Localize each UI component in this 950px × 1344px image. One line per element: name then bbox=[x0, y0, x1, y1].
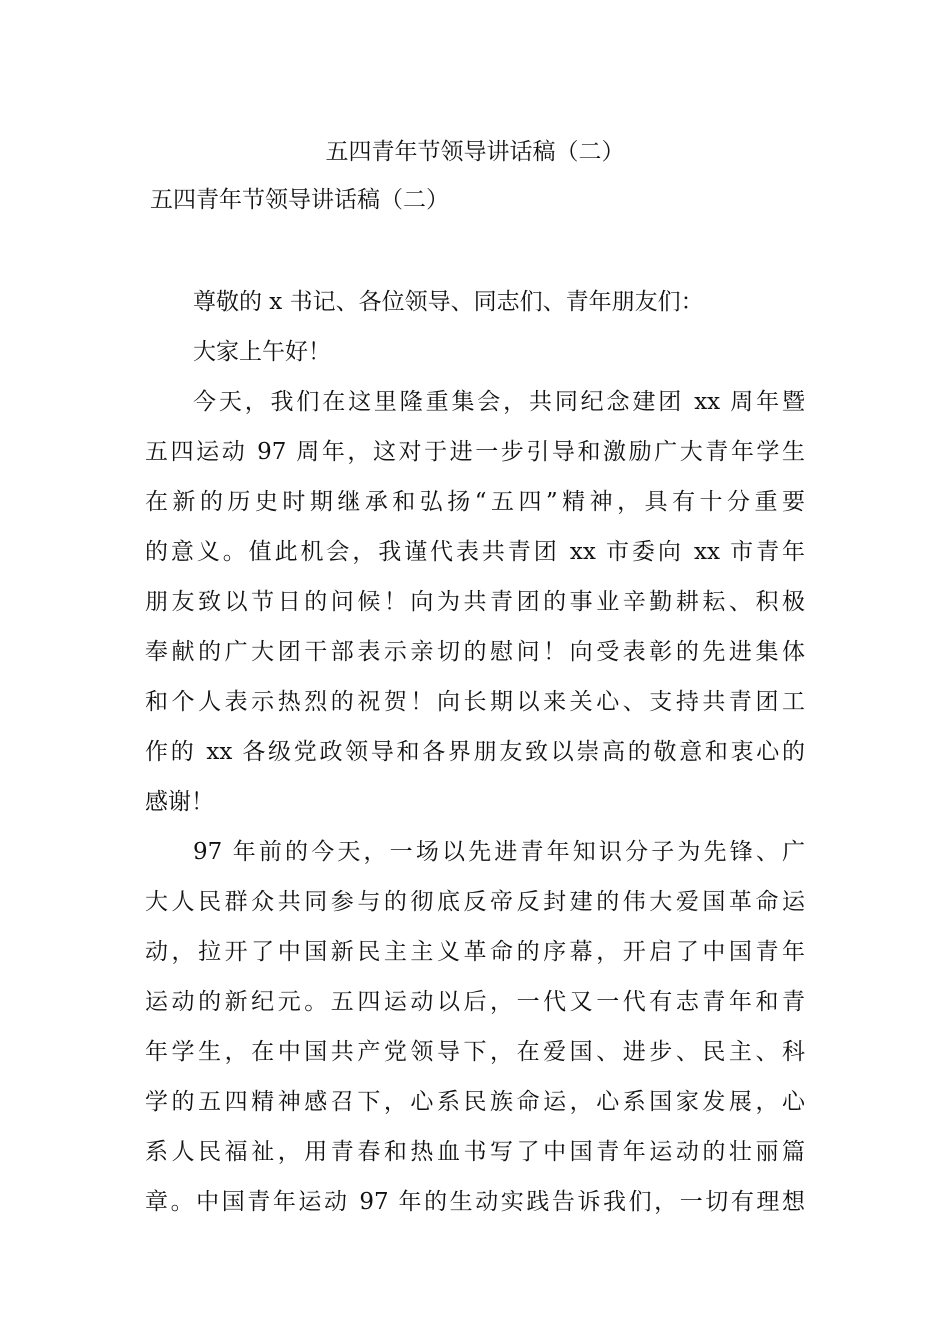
paragraph-line: 学的五四精神感召下，心系民族命运，心系国家发展，心 bbox=[145, 1089, 805, 1115]
paragraph-line: 系人民福祉，用青春和热血书写了中国青年运动的壮丽篇 bbox=[145, 1139, 805, 1165]
paragraph-line: 的意义。值此机会，我谨代表共青团 xx 市委向 xx 市青年 bbox=[145, 539, 805, 565]
document-subtitle: 五四青年节领导讲话稿（二） bbox=[150, 187, 449, 213]
paragraph-line: 感谢！ bbox=[145, 789, 214, 815]
paragraph-line: 朋友致以节日的问候！向为共青团的事业辛勤耕耘、积极 bbox=[145, 589, 805, 615]
paragraph-line: 今天，我们在这里隆重集会，共同纪念建团 xx 周年暨 bbox=[193, 389, 805, 415]
paragraph-line: 和个人表示热烈的祝贺！向长期以来关心、支持共青团工 bbox=[145, 689, 805, 715]
paragraph-line: 动，拉开了中国新民主主义革命的序幕，开启了中国青年 bbox=[145, 939, 805, 965]
greeting: 大家上午好！ bbox=[193, 339, 331, 365]
document-body bbox=[145, 277, 805, 1227]
paragraph-line: 奉献的广大团干部表示亲切的慰问！向受表彰的先进集体 bbox=[145, 639, 805, 665]
paragraph-line: 97 年前的今天，一场以先进青年知识分子为先锋、广 bbox=[193, 839, 805, 865]
paragraph-line: 年学生，在中国共产党领导下，在爱国、进步、民主、科 bbox=[145, 1039, 805, 1065]
paragraph-line: 大人民群众共同参与的彻底反帝反封建的伟大爱国革命运 bbox=[145, 889, 805, 915]
paragraph-line: 运动的新纪元。五四运动以后，一代又一代有志青年和青 bbox=[145, 989, 805, 1015]
paragraph-line: 在新的历史时期继承和弘扬“五四”精神，具有十分重要 bbox=[145, 489, 805, 515]
document-title: 五四青年节领导讲话稿（二） bbox=[325, 139, 625, 165]
paragraph-line: 五四运动 97 周年，这对于进一步引导和激励广大青年学生 bbox=[145, 439, 805, 465]
paragraph-line: 作的 xx 各级党政领导和各界朋友致以崇高的敬意和衷心的 bbox=[145, 739, 805, 765]
salutation: 尊敬的 x 书记、各位领导、同志们、青年朋友们： bbox=[193, 289, 704, 315]
paragraph-line: 章。中国青年运动 97 年的生动实践告诉我们，一切有理想 bbox=[145, 1189, 805, 1215]
